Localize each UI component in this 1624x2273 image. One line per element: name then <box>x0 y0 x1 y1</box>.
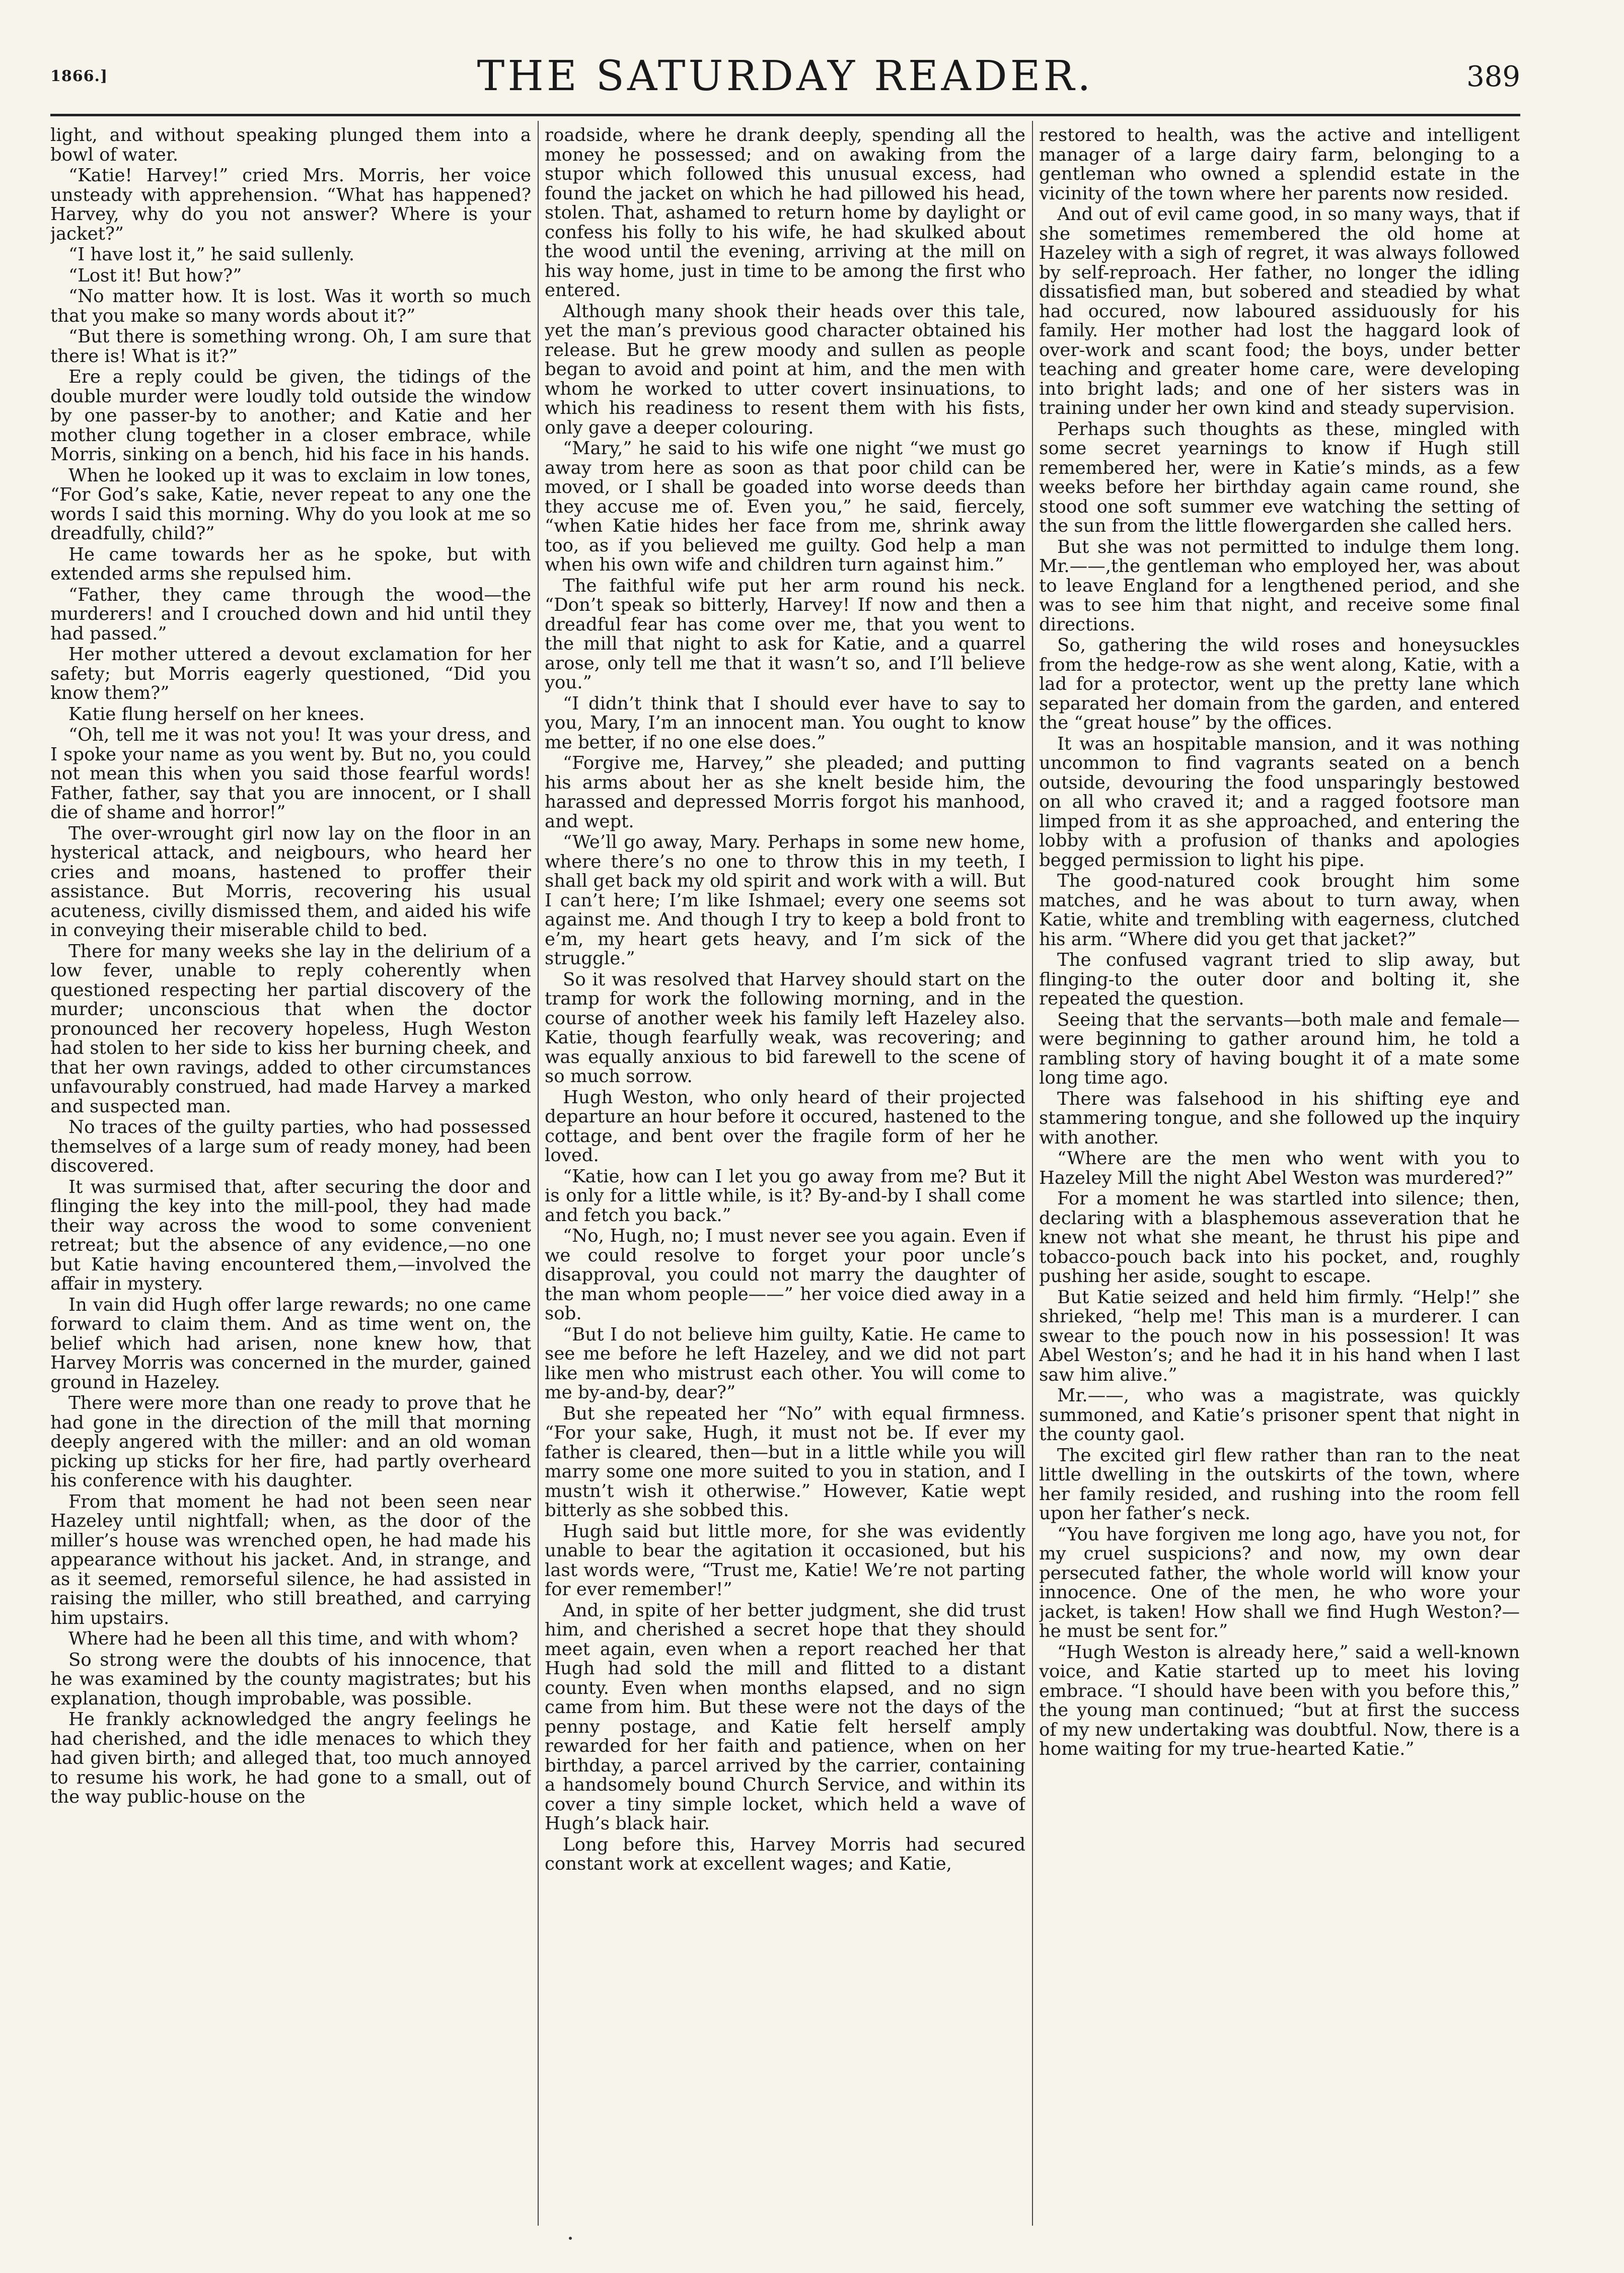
paragraph: “I didn’t think that I should ever have to say to you, Mary, I’m an innocent man. You ought to know me better, if no one else does.” <box>545 693 1025 753</box>
text-column-3 <box>1039 126 1520 2221</box>
paragraph: Hugh said but little more, for she was evidently unable to bear the agitation it occasioned, but his last words were, “Trust me, Katie! We’re not parting for ever remember!” <box>545 1521 1025 1600</box>
paragraph: The confused vagrant tried to slip away, but flinging-to the outer door and bolting it, she repeated the question. <box>1039 950 1520 1009</box>
paragraph: The faithful wife put her arm round his neck. “Don’t speak so bitterly, Harvey! If now and then a dreadful fear has come over me, that you went to the mill that night to ask for Katie, and a quarrel arose, only tell me that it wasn’t so, and I’ll believe you.” <box>545 575 1025 693</box>
paragraph: “Forgive me, Harvey,” she pleaded; and putting his arms about her as she knelt beside him, the harassed and depressed Morris forgot his manhood, and wept. <box>545 753 1025 832</box>
paragraph: It was an hospitable mansion, and it was nothing uncommon to find vagrants seated on a bench outside, devouring the food unsparingly bestowed on all who craved it; and a ragged footsore man limped from it as she approached, and entering the lobby with a profusion of thanks and apologies begged permission to light his pipe. <box>1039 733 1520 871</box>
paragraph: But she was not permitted to indulge them long. Mr.——,the gentleman who employed her, was about to leave England for a lengthened period, and she was to see him that night, and receive some final directions. <box>1039 536 1520 635</box>
paragraph: “I have lost it,” he said sullenly. <box>68 244 355 265</box>
paragraph: There was falsehood in his shifting eye and stammering tongue, and she followed up the inquiry with another. <box>1039 1088 1520 1148</box>
paragraph: Long before this, Harvey Morris had secured constant work at excellent wages; and Katie, <box>545 1834 1025 1874</box>
page-number: 389 <box>1466 60 1520 93</box>
paragraph: “You have forgiven me long ago, have you not, for my cruel suspicions? and now, my own dear persecuted father, the whole world will know your innocence. One of the men, he who wore your jacket, is taken! How shall we find Hugh Weston?—he must be sent for.” <box>1039 1524 1520 1642</box>
paragraph: light, and without speaking plunged them into a bowl of water. <box>50 126 531 165</box>
paragraph: Her mother uttered a devout exclamation for her safety; but Morris eagerly questioned, “Did you know them?” <box>50 644 531 703</box>
text-column-2 <box>545 126 1025 2221</box>
paragraph: “Where are the men who went with you to Hazeley Mill the night Abel Weston was murdered?” <box>1039 1148 1520 1188</box>
paragraph: Seeing that the servants—both male and female—were beginning to gather around him, he told a rambling story of having bought it of a mate some long time ago. <box>1039 1009 1520 1088</box>
column-divider <box>538 121 539 2226</box>
paragraph: There were more than one ready to prove that he had gone in the direction of the mill that morning deeply angered with the miller: and an old woman picking up sticks for her fire, had partly overheard his conference with his daughter. <box>50 1393 531 1491</box>
column-divider <box>1032 121 1033 2226</box>
paragraph: He frankly acknowledged the angry feelings he had cherished, and the idle menaces to which they had given birth; and alleged that, too much annoyed to resume his work, he had gone to a small, out of the way public-house on the <box>50 1709 531 1807</box>
paragraph: “Hugh Weston is already here,” said a well-known voice, and Katie started up to meet his loving embrace. “I should have been with you before this,” the young man continued; “but at first the success of my new undertaking was doubtful. Now, there is a home waiting for my true-hearted Katie.” <box>1039 1642 1520 1759</box>
paragraph: There for many weeks she lay in the delirium of a low fever, unable to reply coherently when questioned respecting her partial discovery of the murder; unconscious that when the doctor pronounced her recovery hopeless, Hugh Weston had stolen to her side to kiss her burning cheek, and that her own ravings, added to other circumstances unfavourably construed, had made Harvey a marked and suspected man. <box>50 941 531 1117</box>
paragraph: restored to health, was the active and intelligent manager of a large dairy farm, belonging to a gentleman who owned a splendid estate in the vicinity of the town where her parents now resided. <box>1039 126 1520 204</box>
paragraph: “No, Hugh, no; I must never see you again. Even if we could resolve to forget your poor uncle’s disapproval, you could not marry the daughter of the man whom people——” her voice died away in a sob. <box>545 1226 1025 1324</box>
paragraph: And out of evil came good, in so many ways, that if she sometimes remembered the old home at Hazeley with a sigh of regret, it was always followed by self-reproach. Her father, no longer the idling dissatisfied man, but sobered and steadied by what had occured, now laboured assiduously for his family. Her mother had lost the haggard look of over-work and scant food; the boys, under better teaching and greater home care, were developing into bright lads; and one of her sisters was in training under her own kind and steady supervision. <box>1039 204 1520 418</box>
paragraph: Mr.——, who was a magistrate, was quickly summoned, and Katie’s prisoner spent that night in the county gaol. <box>1039 1385 1520 1445</box>
paragraph: In vain did Hugh offer large rewards; no one came forward to claim them. And as time went on, the belief which had arisen, none knew how, that Harvey Morris was concerned in the murder, gained ground in Hazeley. <box>50 1294 531 1393</box>
paragraph: From that moment he had not been seen near Hazeley until nightfall; when, as the door of the miller’s house was wrenched open, he had made his appearance without his jacket. And, in strange, and as it seemed, remorseful silence, he had assisted in raising the miller, who still breathed, and carrying him upstairs. <box>50 1491 531 1628</box>
paragraph: Hugh Weston, who only heard of their projected departure an hour before it occured, hastened to the cottage, and bent over the fragile form of her he loved. <box>545 1087 1025 1166</box>
header-rule <box>50 114 1520 116</box>
paragraph: “But I do not believe him guilty, Katie. He came to see me before he left Hazeley, and we did not part like men who mistrust each other. You will come to me by-and-by, dear?” <box>545 1324 1025 1403</box>
paragraph: No traces of the guilty parties, who had possessed themselves of a large sum of ready money, had been discovered. <box>50 1117 531 1176</box>
publication-title: THE SATURDAY READER. <box>477 52 1094 100</box>
paragraph: “Katie, how can I let you go away from me? But it is only for a little while, is it? By-and-by I shall come and fetch you back.” <box>545 1166 1025 1226</box>
paragraph: When he looked up it was to exclaim in low tones, “For God’s sake, Katie, never repeat to any one the words I said this morning. Why do you look at me so dreadfully, child?” <box>50 465 531 544</box>
paragraph: roadside, where he drank deeply, spending all the money he possessed; and on awaking from the stupor which followed this unusual excess, had found the jacket on which he had pillowed his head, stolen. That, ashamed to return home by daylight or confess his folly to his wife, he had skulked about the wood until the evening, arriving at the mill on his way home, just in time to be among the first who entered. <box>545 126 1025 301</box>
paragraph: So, gathering the wild roses and honeysuckles from the hedge-row as she went along, Katie, with a lad for a protector, went up the pretty lane which separated her domain from the garden, and entered the “great house” by the offices. <box>1039 635 1520 733</box>
issue-date: 1866.] <box>50 67 108 85</box>
paragraph: “We’ll go away, Mary. Perhaps in some new home, where there’s no one to throw this in my teeth, I shall get back my old spirit and work with a will. But I can’t here; I’m like Ishmael; every one seems sot against me. And though I try to keep a bold front to e’m, my heart gets heavy, and I’m sick of the struggle.” <box>545 832 1025 969</box>
paragraph: But Katie seized and held him firmly. “Help!” she shrieked, “help me! This man is a murderer. I can swear to the pouch now in his possession! It was Abel Weston’s; and he had it in his hand when I last saw him alive.” <box>1039 1287 1520 1385</box>
text-column-1 <box>50 126 531 2221</box>
page-header <box>50 39 1520 115</box>
paragraph: And, in spite of her better judgment, she did trust him, and cherished a secret hope that they should meet again, even when a report reached her that Hugh had sold the mill and flitted to a distant county. Even when months elapsed, and no sign came from him. But these were not the days of the penny postage, and Katie felt herself amply rewarded for her faith and patience, when on her birthday, a parcel arrived by the carrier, containing a handsomely bound Church Service, and within its cover a tiny simple locket, which held a wave of Hugh’s black hair. <box>545 1600 1025 1834</box>
paragraph: But she repeated her “No” with equal firmness. “For your sake, Hugh, it must not be. If ever my father is cleared, then—but in a little while you will marry some one more suited to you in station, and I mustn’t wish it otherwise.” However, Katie wept bitterly as she sobbed this. <box>545 1403 1025 1521</box>
paragraph: So strong were the doubts of his innocence, that he was examined by the county magistrates; but his explanation, though improbable, was possible. <box>50 1649 531 1709</box>
paragraph: Perhaps such thoughts as these, mingled with some secret yearnings to know if Hugh still remembered her, were in Katie’s minds, as a few weeks before her birthday again came round, she stood one soft summer eve watching the setting of the sun from the little flowergarden she called hers. <box>1039 418 1520 536</box>
paragraph: “But there is something wrong. Oh, I am sure that there is! What is it?” <box>50 326 531 367</box>
paragraph: Where had he been all this time, and with whom? <box>68 1628 519 1649</box>
paragraph: “Mary,” he said to his wife one night “we must go away trom here as soon as that poor child can be moved, or I shall be goaded into worse deeds than they accuse me of. Even you,” he said, fiercely, “when Katie hides her face from me, shrink away too, as if you believed me guilty. God help a man when his own wife and children turn against him.” <box>545 438 1025 575</box>
paragraph: “No matter how. It is lost. Was it worth so much that you make so many words about it?” <box>50 286 531 326</box>
paragraph: For a moment he was startled into silence; then, declaring with a blasphemous asseveration that he knew not what she meant, he thrust his pipe and tobacco-pouch back into his pocket, and, roughly pushing her aside, sought to escape. <box>1039 1188 1520 1287</box>
paragraph: “Lost it! But how?” <box>68 265 242 286</box>
paragraph: The excited girl flew rather than ran to the neat little dwelling in the outskirts of the town, where her family resided, and rushing into the room fell upon her father’s neck. <box>1039 1445 1520 1524</box>
ink-speck <box>569 2237 572 2240</box>
paragraph: Ere a reply could be given, the tidings of the double murder were loudly told outside the window by one passer-by to another; and Katie and her mother clung together in a closer embrace, while Morris, sinking on a bench, hid his face in his hands. <box>50 367 531 465</box>
paragraph: He came towards her as he spoke, but with extended arms she repulsed him. <box>50 544 531 584</box>
paragraph: “Katie! Harvey!” cried Mrs. Morris, her voice unsteady with apprehension. “What has happened? Harvey, why do you not answer? Where is your jacket?” <box>50 165 531 244</box>
paragraph: Katie flung herself on her knees. <box>68 703 365 725</box>
paragraph: It was surmised that, after securing the door and flinging the key into the mill-pool, they had made their way across the wood to some convenient retreat; but the absence of any evidence,—no one but Katie having encountered them,—involved the affair in mystery. <box>50 1176 531 1294</box>
paragraph: “Father, they came through the wood—the murderers! and I crouched down and hid until they had passed.” <box>50 584 531 644</box>
paragraph: “Oh, tell me it was not you! It was your dress, and I spoke your name as you went by. But no, you could not mean this when you said those fearful words! Father, father, say that you are innocent, or I shall die of shame and horror!” <box>50 725 531 823</box>
paragraph: The over-wrought girl now lay on the floor in an hysterical attack, and neigbours, who heard her cries and moans, hastened to proffer their assistance. But Morris, recovering his usual acuteness, civilly dismissed them, and aided his wife in conveying their miserable child to bed. <box>50 823 531 941</box>
paragraph: The good-natured cook brought him some matches, and he was about to turn away, when Katie, white and trembling with eagerness, clutched his arm. “Where did you get that jacket?” <box>1039 871 1520 950</box>
paragraph: So it was resolved that Harvey should start on the tramp for work the following morning, and in the course of another week his family left Hazeley also. Katie, though fearfully weak, was recovering; and was equally anxious to bid farewell to the scene of so much sorrow. <box>545 969 1025 1087</box>
paragraph: Although many shook their heads over this tale, yet the man’s previous good character obtained his release. But he grew moody and sullen as people began to avoid and point at him, and the men with whom he worked to utter covert insinuations, to which his readiness to resent them with his fists, only gave a deeper colouring. <box>545 301 1025 438</box>
